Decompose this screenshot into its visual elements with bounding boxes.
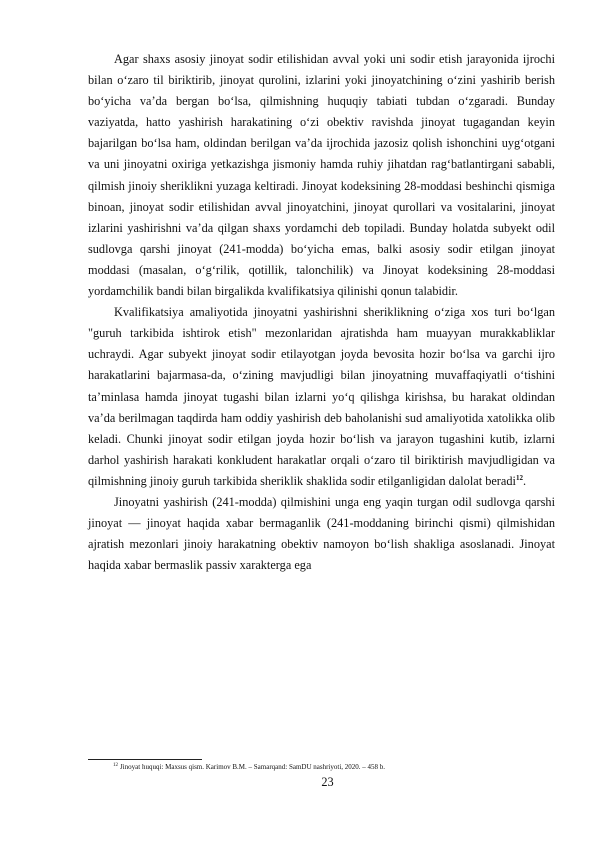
- paragraph-2-text: Kvalifikatsiya amaliyotida jinoyatni yashirishni sheriklikning o‘ziga xos turi bo‘lgan "guruh tarkibida ishtirok etish" mezonlaridan ajratishda ham muayyan murakkabliklar uchraydi. Agar subyekt jinoyat sodir etilayotgan joyda bevosita hozir bo‘lsa va garchi ijro harakatlarini bajarmasa-da, o‘zining mavjudligi bilan jinoyatning muvaffaqiyatli o‘tishini ta’minlasa hamda jinoyat tugashi bilan izlarni yo‘q qilishga kirishsa, bu harakat oldindan va’da berilmagan taqdirda ham oddiy yashirish deb baholanishi sud amaliyotida xatolikka olib keladi. Chunki jinoyat sodir etilgan joyda hozir bo‘lish va jarayon tugashini kutib, izlarni darhol yashirish harakati konkludent harakatlar orqali o‘zaro til biriktirish mavjudligidan va qilmishning jinoiy guruh tarkibida sheriklik shaklida sodir etilganligidan dalolat beradi: [88, 305, 555, 488]
- paragraph-3: Jinoyatni yashirish (241-modda) qilmishini unga eng yaqin turgan odil sudlovga qarshi jinoyat — jinoyat haqida xabar bermaganlik (241-moddaning birinchi qismi) qilmishidan ajratish mezonlari jinoiy harakatning obektiv namoyon bo‘lish shakliga asoslanadi. Jinoyat haqida xabar bermaslik passiv xarakterga ega: [88, 494, 555, 573]
- page-number: 23: [321, 775, 334, 789]
- body-text: [88, 49, 555, 576]
- footnote-text: Jinoyat huquqi: Maxsus qism. Karimov B.M. – Samarqand: SamDU nashriyoti, 2020. – 458 b.: [120, 763, 386, 771]
- footnote: [113, 760, 553, 773]
- paragraph-2-end: .: [522, 473, 527, 488]
- paragraph-1: Agar shaxs asosiy jinoyat sodir etilishidan avval yoki uni sodir etish jarayonida ijrochi bilan o‘zaro til biriktirib, jinoyat qurolini, izlarini yoki jinoyatchining o‘zini yashirib berish bo‘yicha va’da bergan bo‘lsa, qilmishning huquqiy tabiati tubdan o‘zgaradi. Bunday vaziyatda, hatto yashirish harakatining o‘zi obektiv ravishda jinoyat tugagandan keyin bajarilgan bo‘lsa ham, oldindan berilgan va’da ijrochida jazosiz qolish ishonchini uyg‘otgani va uni jinoyatni oxiriga yetkazishga jismoniy hamda ruhiy jihatdan rag‘batlantirgani sababli, qilmish jinoiy sheriklikni yuzaga keltiradi. Jinoyat kodeksining 28-moddasi beshinchi qismiga binoan, jinoyat sodir etilishidan avval jinoyatchini, jinoyat qurollari va vositalarini, jinoyat izlarini yashirishni va’da qilgan shaxs yordamchi deb topiladi. Bunday holatda subyekt odil sudlovga qarshi jinoyat (241-modda) bo‘yicha emas, balki asosiy sodir etilgan jinoyat moddasi (masalan, o‘g‘rilik, qotillik, talonchilik) va Jinoyat kodeksining 28-moddasi yordamchilik bandi bilan birgalikda kvalifikatsiya qilinishi qonun talabidir.: [88, 52, 555, 299]
- footnote-reference[interactable]: 12: [515, 473, 523, 482]
- paragraph-2: [88, 302, 555, 492]
- footnote-number: 12: [113, 763, 118, 768]
